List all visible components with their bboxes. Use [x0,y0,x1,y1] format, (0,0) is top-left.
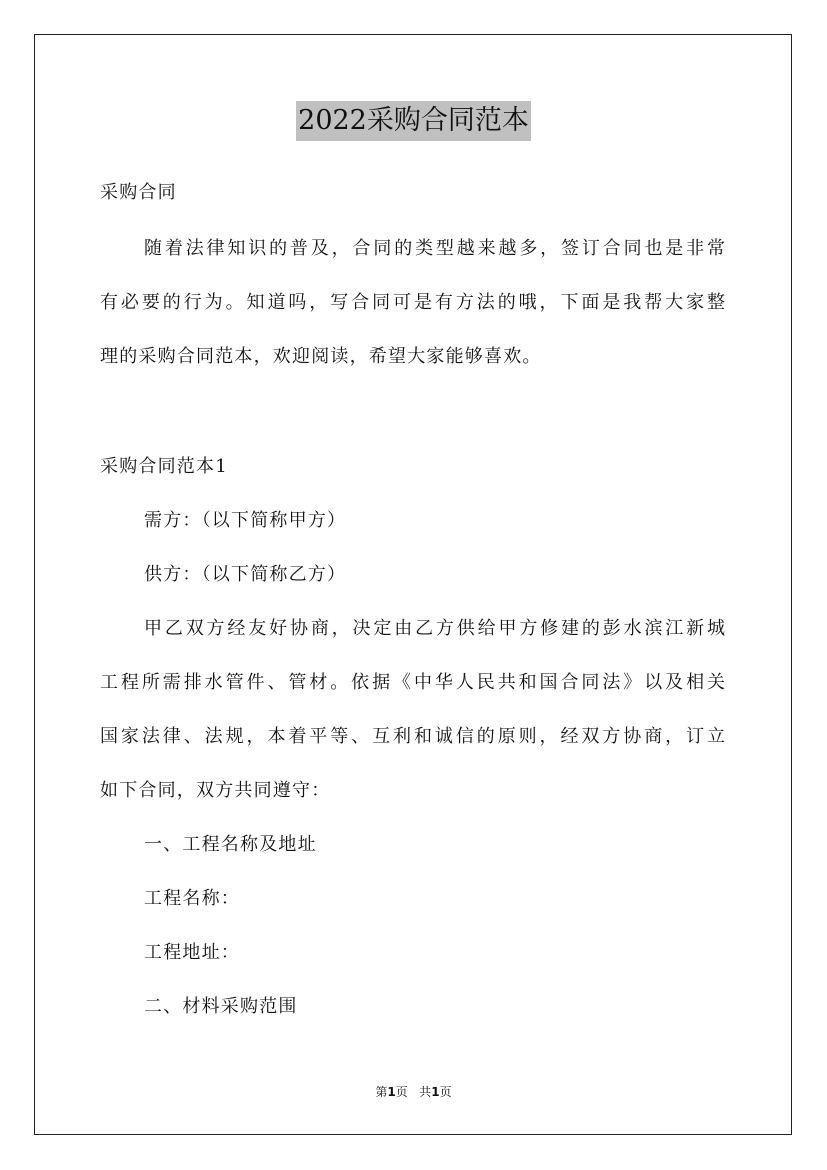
section-title: 采购合同范本1 [100,456,228,477]
party-a-line: 需方：（以下简称甲方） [144,510,347,531]
footer-page-number: 1 [387,1085,396,1099]
page-footer [0,1083,827,1101]
footer-total-prefix: 共 [419,1085,432,1099]
footer-total-unit: 页 [439,1085,452,1099]
intro-line-2: 有必要的行为。知道吗，写合同可是有方法的哦，下面是我帮大家整 [100,292,726,313]
footer-page-unit: 页 [395,1085,408,1099]
intro-line-1: 随着法律知识的普及，合同的类型越来越多，签订合同也是非常 [144,238,726,259]
heading-contract: 采购合同 [100,182,177,203]
document-title: 2022采购合同范本 [296,101,531,141]
intro-line-3: 理的采购合同范本，欢迎阅读，希望大家能够喜欢。 [100,346,542,367]
body-line-3: 国家法律、法规，本着平等、互利和诚信的原则，经双方协商，订立 [100,726,726,747]
item1-name: 工程名称： [144,888,240,909]
footer-page-prefix: 第 [375,1085,388,1099]
item1-title: 一、工程名称及地址 [144,834,317,855]
body-line-4: 如下合同，双方共同遵守： [100,780,331,801]
footer-total-number: 1 [431,1085,440,1099]
party-b-line: 供方：（以下简称乙方） [144,564,347,585]
body-line-1: 甲乙双方经友好协商，决定由乙方供给甲方修建的彭水滨江新城 [144,618,726,639]
item2-title: 二、材料采购范围 [144,996,298,1017]
item1-address: 工程地址： [144,942,240,963]
document-title-block [0,101,827,141]
body-line-2: 工程所需排水管件、管材。依据《中华人民共和国合同法》以及相关 [100,672,726,693]
